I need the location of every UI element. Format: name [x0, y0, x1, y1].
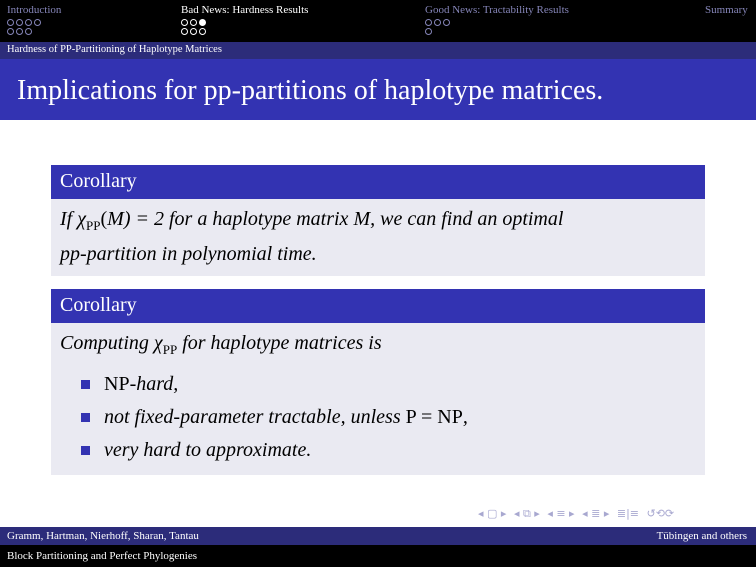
- text-fragment: -hard,: [129, 373, 179, 395]
- slide-dots: [425, 28, 569, 35]
- slide-dot[interactable]: [25, 19, 32, 26]
- block-title: Corollary: [51, 289, 705, 323]
- text-fragment: Computing: [60, 332, 154, 354]
- nav-section-label: Introduction: [7, 4, 62, 16]
- text-fragment: ) = 2 for a haplotype matrix: [123, 208, 354, 230]
- slide-dots: [7, 19, 61, 26]
- frame-title: Implications for pp-partitions of haplotype matrices.: [17, 75, 604, 106]
- chi-symbol: χ: [77, 208, 87, 230]
- frame-title-bar: [0, 59, 756, 120]
- p-equals-np: P = NP: [405, 406, 463, 428]
- corollary-block-2: [51, 289, 705, 475]
- np-text: NP: [104, 373, 130, 395]
- slide-dot[interactable]: [7, 28, 14, 35]
- slide-dot[interactable]: [190, 19, 197, 26]
- slide-dot[interactable]: [425, 28, 432, 35]
- matrix-symbol: M: [107, 208, 124, 230]
- slide-dots: [181, 19, 308, 26]
- block-body: [51, 323, 705, 475]
- footer-title: Block Partitioning and Perfect Phylogenies: [7, 550, 198, 562]
- slide-dot[interactable]: [434, 19, 441, 26]
- matrix-symbol: M: [353, 208, 371, 230]
- corollary-intro: [60, 329, 696, 364]
- corollary-line-2: pp-partition in polynomial time.: [60, 243, 317, 265]
- current-slide-dot[interactable]: [199, 19, 206, 26]
- subsection-nav-icon[interactable]: ◂ ⧉ ▸: [513, 507, 540, 520]
- slide-dot[interactable]: [7, 19, 14, 26]
- slide-dot[interactable]: [443, 19, 450, 26]
- slide-dots: [425, 19, 569, 26]
- list-item: [60, 368, 696, 401]
- nav-section-label: Summary: [705, 4, 748, 16]
- slide-dot[interactable]: [181, 28, 188, 35]
- slide-dots: [181, 28, 308, 35]
- slide-dot[interactable]: [25, 28, 32, 35]
- document-nav-icon[interactable]: ◂ ≣ ▸: [582, 507, 610, 520]
- chi-symbol: χ: [153, 332, 163, 354]
- slide-dot[interactable]: [190, 28, 197, 35]
- nav-section-label: Bad News: Hardness Results: [181, 4, 309, 16]
- slide-dot[interactable]: [181, 19, 188, 26]
- text-fragment: , we can find an optimal: [370, 208, 564, 230]
- square-bullet-icon: [81, 380, 90, 389]
- nav-section-introduction[interactable]: [7, 4, 61, 35]
- text-fragment: If: [60, 208, 78, 230]
- text-fragment: very hard to approximate.: [104, 439, 312, 461]
- subsection-bar: [0, 42, 756, 59]
- list-item: [60, 401, 696, 434]
- corollary-line-1: [60, 205, 696, 240]
- slide-dot[interactable]: [34, 19, 41, 26]
- text-fragment: ,: [462, 406, 468, 428]
- appendix-nav-icon[interactable]: ≣|≡: [616, 507, 639, 520]
- slide-dot[interactable]: [16, 19, 23, 26]
- square-bullet-icon: [81, 446, 90, 455]
- search-back-forward-icon[interactable]: ↺⟲⟳: [646, 507, 675, 520]
- subscript-pp: PP: [86, 218, 101, 233]
- footer-institute: Tübingen and others: [656, 530, 747, 542]
- text-fragment: for haplotype matrices is: [177, 332, 382, 354]
- slide-dot[interactable]: [425, 19, 432, 26]
- nav-section-bad-news[interactable]: [181, 4, 308, 35]
- corollary-block-1: [51, 165, 705, 276]
- navigation-symbols: [478, 507, 678, 521]
- section-navigation: [0, 0, 756, 42]
- slide-dot[interactable]: [199, 28, 206, 35]
- footer-title-bar: [0, 545, 756, 567]
- subscript-pp: PP: [162, 342, 178, 357]
- slide-dots: [7, 28, 61, 35]
- nav-section-good-news[interactable]: [425, 4, 569, 35]
- nav-section-label: Good News: Tractability Results: [425, 4, 569, 16]
- subsection-title[interactable]: Hardness of PP-Partitioning of Haplotype Matrices: [7, 44, 222, 55]
- block-title: Corollary: [51, 165, 705, 199]
- footer-authors: Gramm, Hartman, Nierhoff, Sharan, Tantau: [7, 530, 199, 542]
- nav-section-summary[interactable]: [705, 4, 748, 16]
- section-nav-icon[interactable]: ◂ ≡ ▸: [547, 507, 575, 520]
- corollary-item-list: [60, 368, 696, 467]
- text-fragment: (: [100, 208, 108, 230]
- block-body: [51, 199, 705, 276]
- square-bullet-icon: [81, 413, 90, 422]
- footer-author-bar: [0, 527, 756, 545]
- list-item: [60, 434, 696, 467]
- slide-dot[interactable]: [16, 28, 23, 35]
- text-fragment: not fixed-parameter tractable, unless: [104, 406, 406, 428]
- frame-nav-icon[interactable]: ◂ ▢ ▸: [478, 507, 507, 520]
